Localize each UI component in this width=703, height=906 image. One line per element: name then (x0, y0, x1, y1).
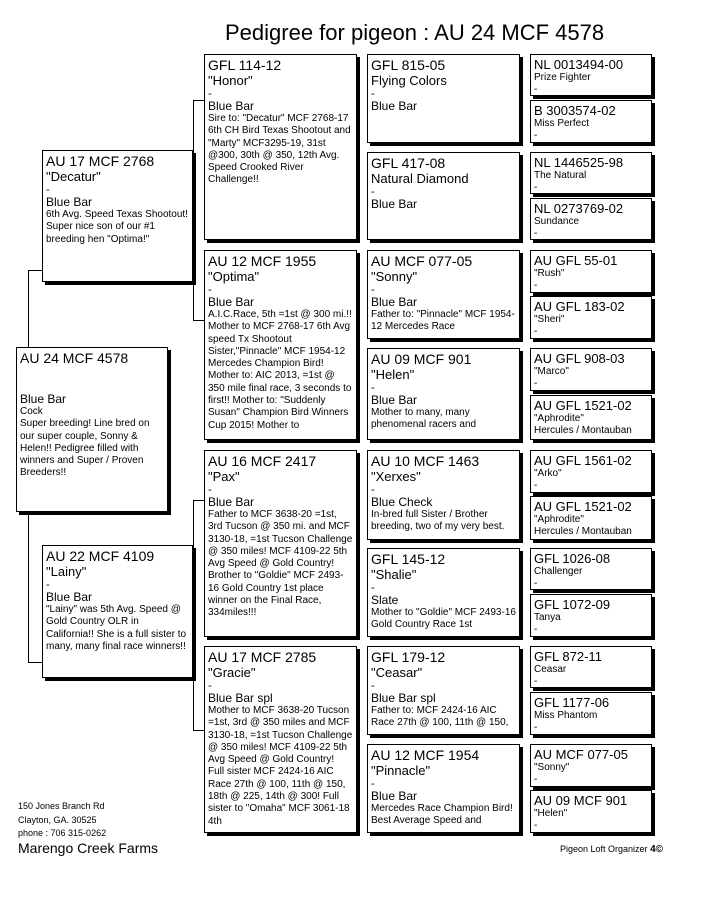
gen2-card[interactable] (204, 646, 357, 833)
gen3-name: "Sonny" (371, 269, 418, 284)
gen4-band: GFL 872-11 (534, 649, 602, 664)
gen2-color: Blue Bar (208, 495, 255, 509)
sire-name: "Decatur" (46, 169, 101, 184)
gen4-name: The Natural (534, 170, 587, 181)
gen4-band: AU GFL 1521-02 (534, 398, 632, 413)
gen4-card[interactable] (530, 744, 652, 787)
gen4-card[interactable] (530, 54, 652, 96)
gen3-color: Blue Bar (371, 789, 418, 803)
address-street: 150 Jones Branch Rd (18, 801, 105, 811)
gen4-card[interactable] (530, 692, 652, 735)
connector-line (522, 666, 523, 710)
gen4-sex: - (534, 774, 538, 785)
subject-band: AU 24 MCF 4578 (20, 350, 129, 366)
gen3-card[interactable] (367, 450, 520, 540)
gen4-band: AU 09 MCF 901 (534, 793, 628, 808)
gen2-color: Blue Bar (208, 295, 255, 309)
subject-notes: Super breeding! Line bred on our super couple, Sonny & Helen!! Pedigree filled with winners and Super / Proven Breeders!! (20, 418, 150, 479)
sire-color: Blue Bar (46, 195, 93, 209)
gen4-name: Miss Phantom (534, 710, 598, 721)
gen4-card[interactable] (530, 198, 652, 240)
gen2-sex: - (208, 484, 212, 496)
gen4-band: GFL 1177-06 (534, 695, 610, 710)
gen3-notes: Mother to "Goldie" MCF 2493-16 Gold Country Race 1st (371, 607, 516, 631)
subject-color: Blue Bar (20, 392, 67, 406)
gen3-name: "Shalie" (371, 567, 417, 582)
gen3-sex: - (371, 284, 375, 296)
gen4-band: AU GFL 1561-02 (534, 453, 632, 468)
gen3-card[interactable] (367, 646, 520, 735)
gen3-band: AU 12 MCF 1954 (371, 747, 480, 763)
gen4-sex: - (534, 130, 538, 141)
gen4-card[interactable] (530, 250, 652, 293)
gen4-band: NL 0013494-00 (534, 57, 624, 72)
gen4-card[interactable] (530, 152, 652, 194)
gen4-name: "Rush" (534, 268, 565, 279)
gen4-sex: - (534, 480, 538, 491)
gen4-name: "Sheri" (534, 314, 565, 325)
gen3-card[interactable] (367, 548, 520, 637)
gen4-name: Challenger (534, 566, 583, 577)
gen4-band: GFL 1072-09 (534, 597, 611, 612)
connector-line (359, 510, 360, 600)
gen4-band: AU GFL 55-01 (534, 253, 618, 268)
address-phone: phone : 706 315-0262 (18, 828, 107, 838)
gen3-color: Blue Bar (371, 99, 418, 113)
subject-name (20, 366, 164, 381)
gen4-card[interactable] (530, 348, 652, 391)
gen4-name: Miss Perfect (534, 118, 590, 129)
app-footer (560, 844, 663, 855)
gen4-sex: - (534, 326, 538, 337)
gen3-name: "Xerxes" (371, 469, 421, 484)
app-name: Pigeon Loft Organizer (560, 844, 648, 854)
gen4-name: Ceasar (534, 664, 567, 675)
gen3-sex: - (371, 186, 375, 198)
gen3-sex: - (371, 680, 375, 692)
connector-line (522, 174, 523, 216)
gen4-band: AU MCF 077-05 (534, 747, 628, 762)
gen4-extra: Hercules / Montauban (534, 425, 632, 436)
gen3-band: GFL 417-08 (371, 155, 446, 171)
app-version: 4© (650, 844, 664, 855)
gen2-card[interactable] (204, 450, 357, 637)
connector-line (193, 500, 194, 550)
gen3-name: "Helen" (371, 367, 415, 382)
connector-line (522, 76, 523, 116)
gen3-name: Flying Colors (371, 73, 447, 88)
gen4-card[interactable] (530, 646, 652, 688)
gen4-sex: - (534, 624, 538, 635)
sire-sex: - (46, 184, 50, 196)
gen3-notes: Mother to many, many phenomenal racers and (371, 407, 477, 431)
page-title: Pedigree for pigeon : AU 24 MCF 4578 (225, 20, 605, 45)
gen3-band: GFL 145-12 (371, 551, 446, 567)
gen4-sex: - (534, 578, 538, 589)
gen3-card[interactable] (367, 348, 520, 440)
gen4-card[interactable] (530, 395, 652, 440)
connector-line (359, 120, 360, 200)
gen3-band: AU 10 MCF 1463 (371, 453, 480, 469)
address-city: Clayton, GA. 30525 (18, 815, 97, 825)
dam-band: AU 22 MCF 4109 (46, 548, 155, 564)
gen3-color: Blue Bar spl (371, 691, 436, 705)
gen4-name: "Arko" (534, 468, 562, 479)
gen4-card[interactable] (530, 296, 652, 339)
gen4-card[interactable] (530, 496, 652, 540)
gen2-band: AU 12 MCF 1955 (208, 253, 317, 269)
gen2-sex: - (208, 88, 212, 100)
gen4-sex: - (534, 820, 538, 831)
connector-line (193, 100, 194, 160)
gen2-band: GFL 114-12 (208, 57, 282, 73)
connector-line (522, 272, 523, 314)
gen2-sex: - (208, 680, 212, 692)
connector-line (359, 700, 360, 800)
gen3-notes: In-bred full Sister / Brother breeding, two of my very best. (371, 509, 505, 533)
gen3-band: AU 09 MCF 901 (371, 351, 472, 367)
gen4-band: GFL 1026-08 (534, 551, 611, 566)
gen3-sex: - (371, 88, 375, 100)
gen4-band: AU GFL 908-03 (534, 351, 625, 366)
gen3-sex: - (371, 582, 375, 594)
gen4-card[interactable] (530, 450, 652, 493)
gen2-name: "Honor" (208, 73, 253, 88)
gen3-name: "Ceasar" (371, 665, 423, 680)
subject-gender: Cock (20, 406, 43, 417)
dam-name: "Lainy" (46, 564, 87, 579)
gen3-sex: - (371, 778, 375, 790)
connector-line (522, 372, 523, 412)
farm-name: Marengo Creek Farms (18, 840, 159, 856)
gen3-sex: - (371, 484, 375, 496)
gen3-band: AU MCF 077-05 (371, 253, 473, 269)
gen4-sex: - (534, 182, 538, 193)
gen4-card[interactable] (530, 100, 652, 143)
gen4-extra: Hercules / Montauban (534, 526, 632, 537)
gen3-color: Blue Bar (371, 197, 418, 211)
gen3-name: "Pinnacle" (371, 763, 431, 778)
dam-card[interactable] (42, 545, 193, 678)
gen4-name: "Aphrodite" (534, 514, 584, 525)
gen4-name: "Helen" (534, 808, 568, 819)
gen4-sex: - (534, 722, 538, 733)
gen4-band: B 3003574-02 (534, 103, 616, 118)
gen3-notes: Mercedes Race Champion Bird! Best Average Speed and (371, 803, 513, 827)
gen4-name: Tanya (534, 612, 561, 623)
gen2-band: AU 16 MCF 2417 (208, 453, 317, 469)
connector-line (28, 512, 29, 662)
connector-line (28, 270, 43, 271)
dam-color: Blue Bar (46, 590, 93, 604)
gen4-name: Sundance (534, 216, 580, 227)
sire-card[interactable] (42, 150, 193, 282)
gen3-color: Slate (371, 593, 399, 607)
gen3-card[interactable] (367, 54, 520, 143)
gen2-card[interactable] (204, 250, 357, 440)
gen4-name: "Marco" (534, 366, 569, 377)
sire-notes: 6th Avg. Speed Texas Shootout! Super nice son of our #1 breeding hen "Optima!" (46, 209, 188, 245)
connector-line (193, 250, 194, 320)
gen4-band: NL 1446525-98 (534, 155, 624, 170)
dam-sex: - (46, 579, 50, 591)
gen2-color: Blue Bar spl (208, 691, 273, 705)
gen2-notes: Mother to MCF 3638-20 Tucson =1st, 3rd @ 350 miles and MCF 3130-18, =1st Tucson Challenge @ 350 miles! MCF 4109-22 5th Avg Speed @ Gold Country! Full sister MCF 2424-16 AIC Race 27th @ 100, 11th @ 150, 18th @ 225, 14th @ 300! Full sister to "Omaha" MCF 3061-18 4th (208, 705, 353, 827)
gen2-name: "Optima" (208, 269, 260, 284)
gen4-card[interactable] (530, 594, 652, 637)
gen3-band: GFL 815-05 (371, 57, 446, 73)
gen2-notes: Father to MCF 3638-20 =1st, 3rd Tucson @ 350 mi. and MCF 3130-18, =1st Tucson Challenge @ 350 miles! MCF 4109-22 5th Avg Speed @ Gold Country! Brother to "Goldie" MCF 2493-16 Gold Country 1st place winner on the Final Race, 334miles!!! (208, 509, 353, 619)
connector-line (28, 662, 43, 663)
gen2-name: "Gracie" (208, 665, 256, 680)
gen2-color: Blue Bar (208, 99, 255, 113)
gen3-notes: Father to: MCF 2424-16 AIC Race 27th @ 100, 11th @ 150, (371, 705, 509, 729)
gen4-sex: - (534, 228, 538, 239)
gen4-name: "Aphrodite" (534, 413, 584, 424)
gen4-sex: - (534, 676, 538, 687)
connector-line (28, 270, 29, 348)
gen3-card[interactable] (367, 744, 520, 833)
gen4-band: NL 0273769-02 (534, 201, 624, 216)
connector-line (522, 568, 523, 612)
connector-line (193, 640, 194, 730)
gen3-color: Blue Check (371, 495, 433, 509)
connector-line (522, 472, 523, 514)
gen2-name: "Pax" (208, 469, 240, 484)
gen2-notes: A.I.C.Race, 5th =1st @ 300 mi.!! Mother to MCF 2768-17 6th Avg speed Tx Shootout Sister,"Pinnacle" MCF 1954-12 Mercedes Champion Bird! Mother to: AIC 2013, =1st @ 350 mile final race, 3 seconds to first!! Mother to: "Suddenly Susan" Champion Bird Winners Cup 2015! Mother to (208, 309, 352, 431)
gen3-color: Blue Bar (371, 393, 418, 407)
gen3-notes: Father to: "Pinnacle" MCF 1954-12 Mercedes Race (371, 309, 515, 333)
gen4-card[interactable] (530, 790, 652, 833)
gen4-card[interactable] (530, 548, 652, 590)
dam-notes: "Lainy" was 5th Avg. Speed @ Gold Country OLR in California!! She is a full sister to many, many final race winners!! (46, 604, 187, 652)
gen4-band: AU GFL 183-02 (534, 299, 625, 314)
gen4-name: Prize Fighter (534, 72, 591, 83)
connector-line (522, 764, 523, 806)
gen2-sex: - (208, 284, 212, 296)
gen3-name: Natural Diamond (371, 171, 469, 186)
gen4-sex: - (534, 280, 538, 291)
gen3-card[interactable] (367, 250, 520, 339)
gen3-band: GFL 179-12 (371, 649, 446, 665)
gen3-sex: - (371, 382, 375, 394)
gen4-name: "Sonny" (534, 762, 570, 773)
gen2-band: AU 17 MCF 2785 (208, 649, 317, 665)
subject-card[interactable] (16, 347, 168, 512)
gen2-card[interactable] (204, 54, 357, 240)
connector-line (359, 320, 360, 400)
gen4-sex: - (534, 84, 538, 95)
gen4-sex: - (534, 378, 538, 389)
gen4-band: AU GFL 1521-02 (534, 499, 632, 514)
gen2-notes: Sire to: "Decatur" MCF 2768-17 6th CH Bird Texas Shootout and "Marty" MCF3295-19, 31st @300, 30th @ 350, 12th Avg. Speed Crooked River Challenge!! (208, 113, 351, 186)
gen3-card[interactable] (367, 152, 520, 240)
gen3-color: Blue Bar (371, 295, 418, 309)
sire-band: AU 17 MCF 2768 (46, 153, 155, 169)
